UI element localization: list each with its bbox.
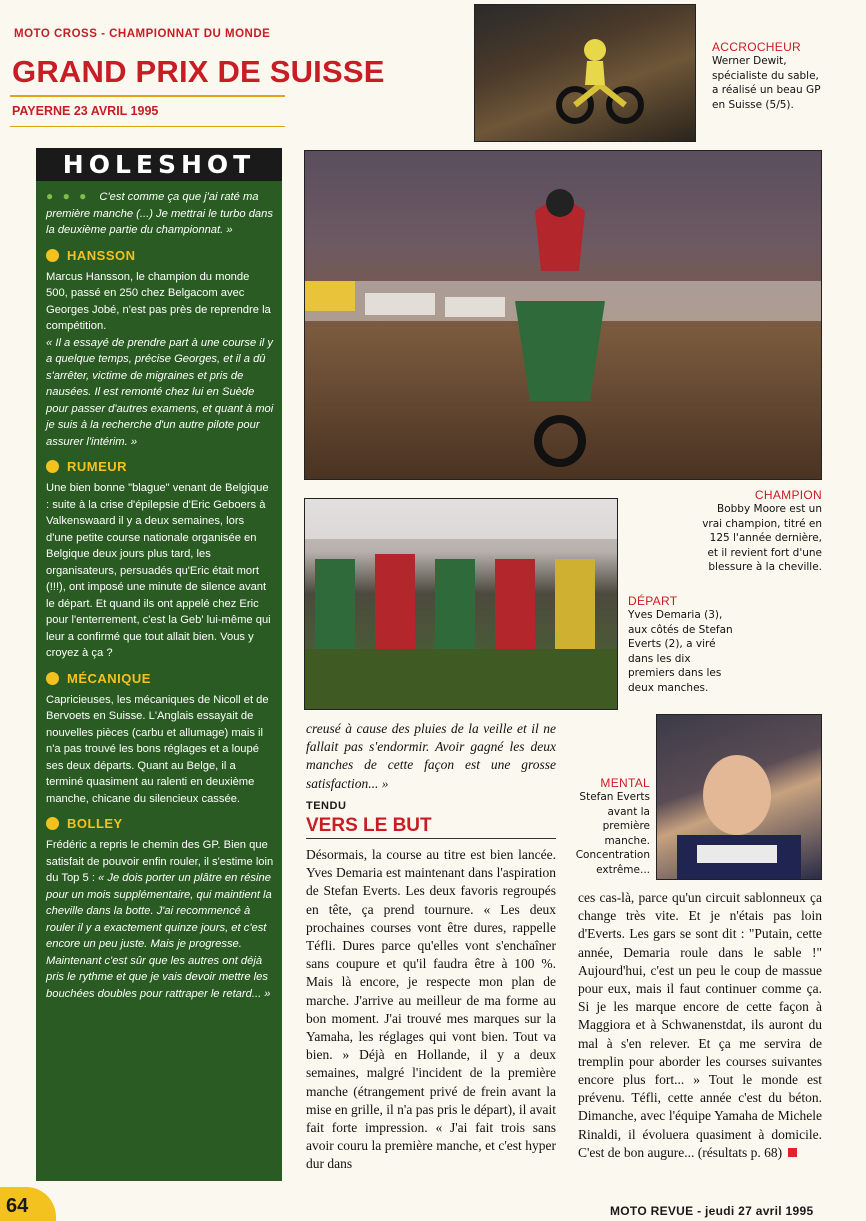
sidebar-quote-hansson: « Il a essayé de prendre part à une course il y a quelque temps, précise Georges, et il a dû s'arrêter, victime de migraines et pris de nausées. Il est remonté chez lui en Suède pour passer d'autres examens, et quant à moi je suis à la recherche d'un autre pilote pour assurer l'intérim. » [46,336,274,448]
caption-title: ACCROCHEUR [712,40,802,54]
subsection-kicker: TENDU [306,800,347,812]
sidebar-text-bolley [46,837,274,1002]
article-column-2 [578,889,822,1162]
place-divider [10,126,285,127]
caption-text: Stefan Everts avant la première manche. Concentration extrême... [575,791,650,876]
sidebar-intro-text: C'est comme ça que j'ai raté ma première manche (...) Je mettrai le turbo dans la deuxième partie du championnat. » [46,191,273,236]
bolley-intro: Frédéric a repris le chemin des GP. Bien que satisfait de pouvoir enfin rouler, il s'estime loin du Top 5 : [46,839,274,884]
magazine-footer: MOTO REVUE - jeudi 27 avril 1995 [610,1204,814,1218]
bullet-icon [46,817,59,830]
page-number: 64 [6,1195,29,1217]
kicker-separator: - [97,28,110,40]
rider-portrait-icon [657,715,821,879]
column-2-body: ces cas-là, parce qu'un circuit sablonneux ça change très vite. Et je n'étais pas loin d'Everts. Les gars se sont dit : "Putain, cette année, Demaria roule dans le sable !" Aujourd'hui, c'est un peu le coup de massue pour eux, mais il faut continuer comme ça. Si je les marque encore de cette façon à Maggiora et à Schwanenstdat, ils auront du mal à s'en relever. Et ça me servira de tremplin pour aborder les courses suivantes encore plus fort... » Tout le monde est prévenu. Téfli, cette année c'est du béton. Dimanche, avec l'équipe Yamaha de Michele Rinaldi, il évoluera quasiment à domicile. C'est de bon augure... (résultats p. 68) [578,890,822,1160]
bolley-quote: « Je dois porter un plâtre en résine pour un mois supplémentaire, qui maintient la cheville dans la botte. J'ai recommencé à rouler il y a exactement quinze jours, et c'est encore un peu juste. Mais je progresse. Maintenant c'est sûr que les autres ont déjà pris le rythme et que je vais devoir mettre les bouchées doubles pour rattraper le retard... » [46,872,272,1000]
event-place-date: PAYERNE 23 AVRIL 1995 [12,104,159,118]
heading-text: HANSSON [67,247,136,263]
caption-depart [628,594,738,695]
caption-title: DÉPART [628,594,678,608]
top-quote-text: creusé à cause des pluies de la veille et il ne fallait pas s'endormir. Avoir gagné les deux manches de cette façon est une grosse satisfaction... » [306,721,556,791]
caption-text: Yves Demaria (3), aux côtés de Stefan Everts (2), a viré dans les dix premiers dans les deux manches. [628,609,733,694]
page-number-tab [0,1187,56,1221]
section-kicker [14,28,270,40]
start-grid-icon [305,499,617,709]
heading-text: BOLLEY [67,816,123,831]
caption-accrocheur [712,40,822,112]
photo-depart [304,498,618,710]
bullet-icon [46,672,59,685]
photo-mental [656,714,822,880]
caption-champion [700,488,822,575]
kicker-left: MOTO CROSS [14,28,98,40]
photo-accrocheur [474,4,696,142]
sidebar-text-mecanique: Capricieuses, les mécaniques de Nicoll et de Bervoets en Suisse. L'Anglais essayait de nouvelles pièces (carbu et allumage) mais il n'a pas trouvé les bons réglages et a loupé ses deux départs. Quant au Belge, il a terminé quasiment au ralenti en deuxième manche, chicane du silencieux cassée. [46,693,269,805]
heading-text: RUMEUR [67,459,128,474]
rider-jump-large-icon [305,151,821,479]
column-1-text: Désormais, la course au titre est bien lancée. Yves Demaria est maintenant dans l'aspiration de Stefan Everts. Les deux favoris regroupés en tête, ça prend tournure. « Les deux prochaines courses vont être dures, rappelle Téfli. Dures parce qu'elles vont s'enchaîner sans coupure et qu'il faudra être à 100 %. Mais là encore, je respecte mon plan de marche. J'arrive au meilleur de ma forme au bon moment. J'ai trouvé mes marques sur la Yamaha, les réglages qui vont bien. Tout va bien. » Déjà en Hollande, il y a deux semaines, malgré l'incident de la première manche (étrangement privé de frein avant la mise en grille, il n'a pas pris le départ), il avait fait forte impression. « J'ai fait trois sans avoir couru la première manche, et c'est hyper dur dans [306,847,556,1172]
photo-champion [304,150,822,480]
sidebar-intro [46,188,274,239]
sidebar-heading-bolley [46,816,274,831]
sidebar-title: HOLESHOT [36,148,282,181]
sidebar-heading-mecanique [46,671,274,686]
article-top-quote [306,720,556,793]
end-mark-icon [788,1148,797,1157]
column-2-text [578,889,822,1162]
caption-mental [566,776,650,877]
dots-icon: ● ● ● [46,189,90,203]
kicker-right: CHAMPIONNAT DU MONDE [109,28,271,40]
page-title: GRAND PRIX DE SUISSE [12,54,385,89]
sidebar-heading-hansson [46,248,274,263]
sidebar-heading-rumeur [46,459,274,474]
caption-text: Bobby Moore est un vrai champion, titré en 125 l'année dernière, et il revient fort d'une blessure à la cheville. [702,503,822,573]
caption-title: CHAMPION [754,488,822,502]
rider-jump-icon [475,5,695,141]
caption-title: MENTAL [600,776,650,790]
subsection-divider [306,838,556,839]
subsection-title: VERS LE BUT [306,815,432,836]
heading-text: MÉCANIQUE [67,670,151,686]
article-column-1 [306,846,556,1174]
sidebar-text-rumeur: Une bien bonne "blague" venant de Belgique : suite à la crise d'épilepsie d'Eric Geboers à Valkenswaard il y a deux semaines, lors d'une petite course nationale organisée en Belgique deux jours plus tard, les organisateurs, persuadés qu'Eric était mort (!!!), ont imposé une minute de silence avant le départ. Et quand ils ont appelé chez Eric pour l'enterrement, c'est la Geb' lui-même qui leur a confirmé que tout allait bien. Vous y croyez à ça ? [46,482,271,659]
caption-text: Werner Dewit, spécialiste du sable, a réalisé un beau GP en Suisse (5/5). [712,55,821,111]
bullet-icon [46,249,59,262]
holeshot-sidebar [36,148,282,1181]
bullet-icon [46,460,59,473]
sidebar-text-hansson: Marcus Hansson, le champion du monde 500, passé en 250 chez Belgacom avec Georges Jobé, n'est pas près de reprendre la compétition. [46,270,271,332]
title-divider [10,95,285,97]
